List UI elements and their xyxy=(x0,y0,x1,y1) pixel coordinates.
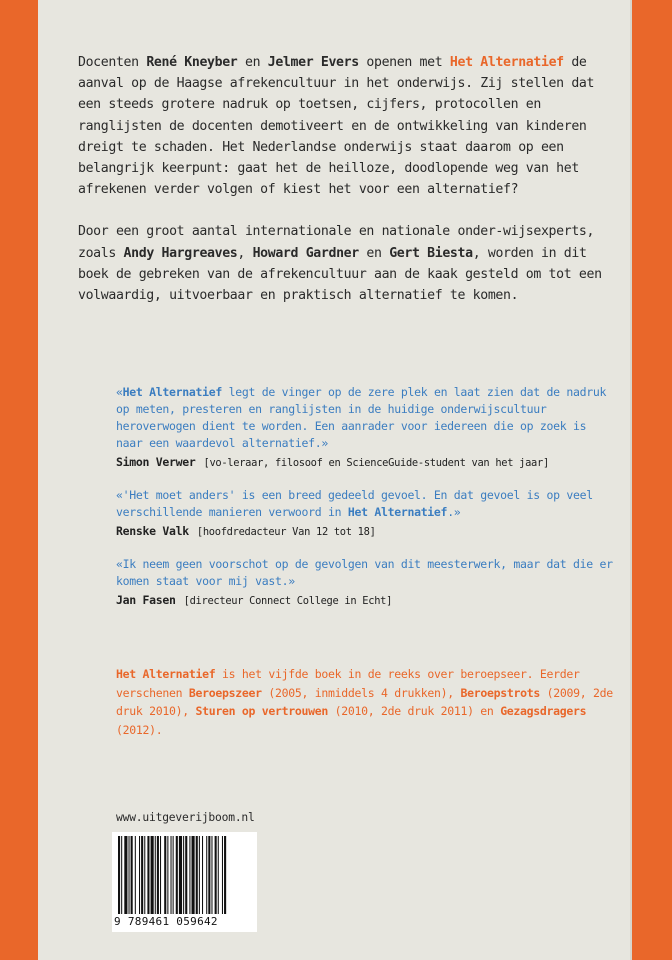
quote-author-role: [directeur Connect College in Echt] xyxy=(183,595,393,607)
barcode-bar xyxy=(215,836,217,914)
text: (2009, 2de druk 2010), xyxy=(116,685,613,718)
barcode-bar xyxy=(224,836,226,914)
intro-text xyxy=(78,52,614,327)
barcode-bar xyxy=(185,836,187,914)
barcode-bar xyxy=(155,836,156,914)
quote-attribution xyxy=(116,454,614,472)
intro-paragraph-2 xyxy=(78,221,614,306)
text: is het vijfde boek in de reeks over beroepseer. Eerder verschenen xyxy=(116,667,580,700)
book-title: Beroepszeer xyxy=(188,685,262,700)
quote-attribution xyxy=(116,592,614,610)
text: «Ik neem geen voorschot op de gevolgen van dit meesterwerk, maar dat die er komen staat voor mij vast.» xyxy=(116,557,613,588)
quote-author: Jan Fasen xyxy=(116,593,176,607)
barcode-bar xyxy=(139,836,140,914)
quote-author: Simon Verwer xyxy=(116,455,196,469)
text: Docenten xyxy=(78,55,147,70)
text: (2005, inmiddels 4 drukken), xyxy=(261,685,461,700)
barcode-bar xyxy=(202,836,203,914)
barcode xyxy=(112,832,257,932)
publisher-url: www.uitgeverijboom.nl xyxy=(116,811,255,824)
barcode-bar xyxy=(196,836,198,914)
barcode-bar xyxy=(141,836,143,914)
author-name: Jelmer Evers xyxy=(267,55,359,70)
book-title: Gezagsdragers xyxy=(500,704,587,718)
barcode-bar xyxy=(160,836,161,914)
book-title: Het Alternatief xyxy=(116,667,216,681)
quote-3 xyxy=(116,556,614,590)
barcode-bar xyxy=(131,836,133,914)
barcode-bar xyxy=(171,836,172,914)
quote-author: Renske Valk xyxy=(116,524,189,538)
barcode-bar xyxy=(199,836,200,914)
barcode-bar xyxy=(118,836,120,914)
text: openen met xyxy=(358,55,450,70)
quote-author-role: [vo-leraar, filosoof en ScienceGuide-student van het jaar] xyxy=(203,457,549,469)
barcode-bars xyxy=(118,836,251,914)
text: en xyxy=(358,245,390,261)
barcode-bar xyxy=(218,836,219,914)
barcode-bar xyxy=(135,836,136,914)
barcode-bar xyxy=(151,836,154,914)
barcode-bar xyxy=(157,836,159,914)
barcode-bar xyxy=(164,836,166,914)
book-title: Het Alternatief xyxy=(449,55,564,70)
text: de aanval op de Haagse afrekencultuur in het onderwijs. Zij stellen dat een steeds grotere nadruk op toetsen, cijfers, protocollen en ranglijsten de docenten demotiveert en de ontwikkeling van kinderen dreigt te schaden. Het Nederlandse onderwijs staat daarom op een belangrijk keerpunt: gaat het de heilloze, doodlopende weg van het afrekenen verder volgen of kiest het voor een alternatief? xyxy=(78,55,595,198)
quote-attribution xyxy=(116,523,614,541)
expert-name: Andy Hargreaves xyxy=(123,245,238,261)
barcode-bar xyxy=(222,836,223,914)
barcode-bar xyxy=(176,836,178,914)
text: legt de vinger op de zere plek en laat zien dat de nadruk op meten, presteren en ranglijsten in de huidige onderwijscultuur heroverwogen dient te worden. Een aanrader voor iedereen die op zoek is naar een waardevol alternatief.» xyxy=(116,385,607,450)
barcode-bar xyxy=(208,836,210,914)
barcode-bar xyxy=(183,836,184,914)
series-info xyxy=(116,665,614,739)
barcode-bar xyxy=(173,836,174,914)
text: .» xyxy=(447,505,461,519)
text: , xyxy=(237,245,253,261)
text: Door een groot aantal internationale en nationale onder-wijsexperts, zoals xyxy=(78,224,595,261)
quote-2 xyxy=(116,487,614,521)
expert-name: Gert Biesta xyxy=(389,245,473,261)
author-name: René Kneyber xyxy=(146,55,238,70)
text: , worden in dit boek de gebreken van de afrekencultuur aan de kaak gesteld om tot een volwaardig, uitvoerbaar en praktisch alternatief te komen. xyxy=(78,245,602,304)
text: « xyxy=(116,385,123,399)
book-title: Sturen op vertrouwen xyxy=(195,704,328,718)
text: «'Het moet anders' is een breed gedeeld gevoel. En dat gevoel is op veel verschillende manieren verwoord in xyxy=(116,488,593,519)
barcode-bar xyxy=(211,836,212,914)
text: (2012). xyxy=(116,722,163,737)
endorsements xyxy=(116,384,614,625)
barcode-bar xyxy=(129,836,130,914)
barcode-bar xyxy=(167,836,168,914)
barcode-bar xyxy=(121,836,122,914)
barcode-bar xyxy=(144,836,145,914)
book-title: Het Alternatief xyxy=(347,505,448,519)
barcode-bar xyxy=(147,836,149,914)
quote-1 xyxy=(116,384,614,452)
expert-name: Howard Gardner xyxy=(252,245,359,261)
book-title: Het Alternatief xyxy=(122,385,222,399)
barcode-bar xyxy=(189,836,190,914)
barcode-bar xyxy=(192,836,195,914)
intro-paragraph-1 xyxy=(78,52,614,200)
barcode-bar xyxy=(206,836,207,914)
series-paragraph xyxy=(116,665,614,739)
barcode-bar xyxy=(124,836,127,914)
isbn-number: 9 789461 059642 xyxy=(114,915,218,928)
text: (2010, 2de druk 2011) en xyxy=(327,704,501,718)
text: en xyxy=(237,55,268,70)
barcode-bar xyxy=(179,836,182,914)
book-title: Beroepstrots xyxy=(460,685,540,700)
quote-author-role: [hoofdredacteur Van 12 tot 18] xyxy=(196,526,376,538)
